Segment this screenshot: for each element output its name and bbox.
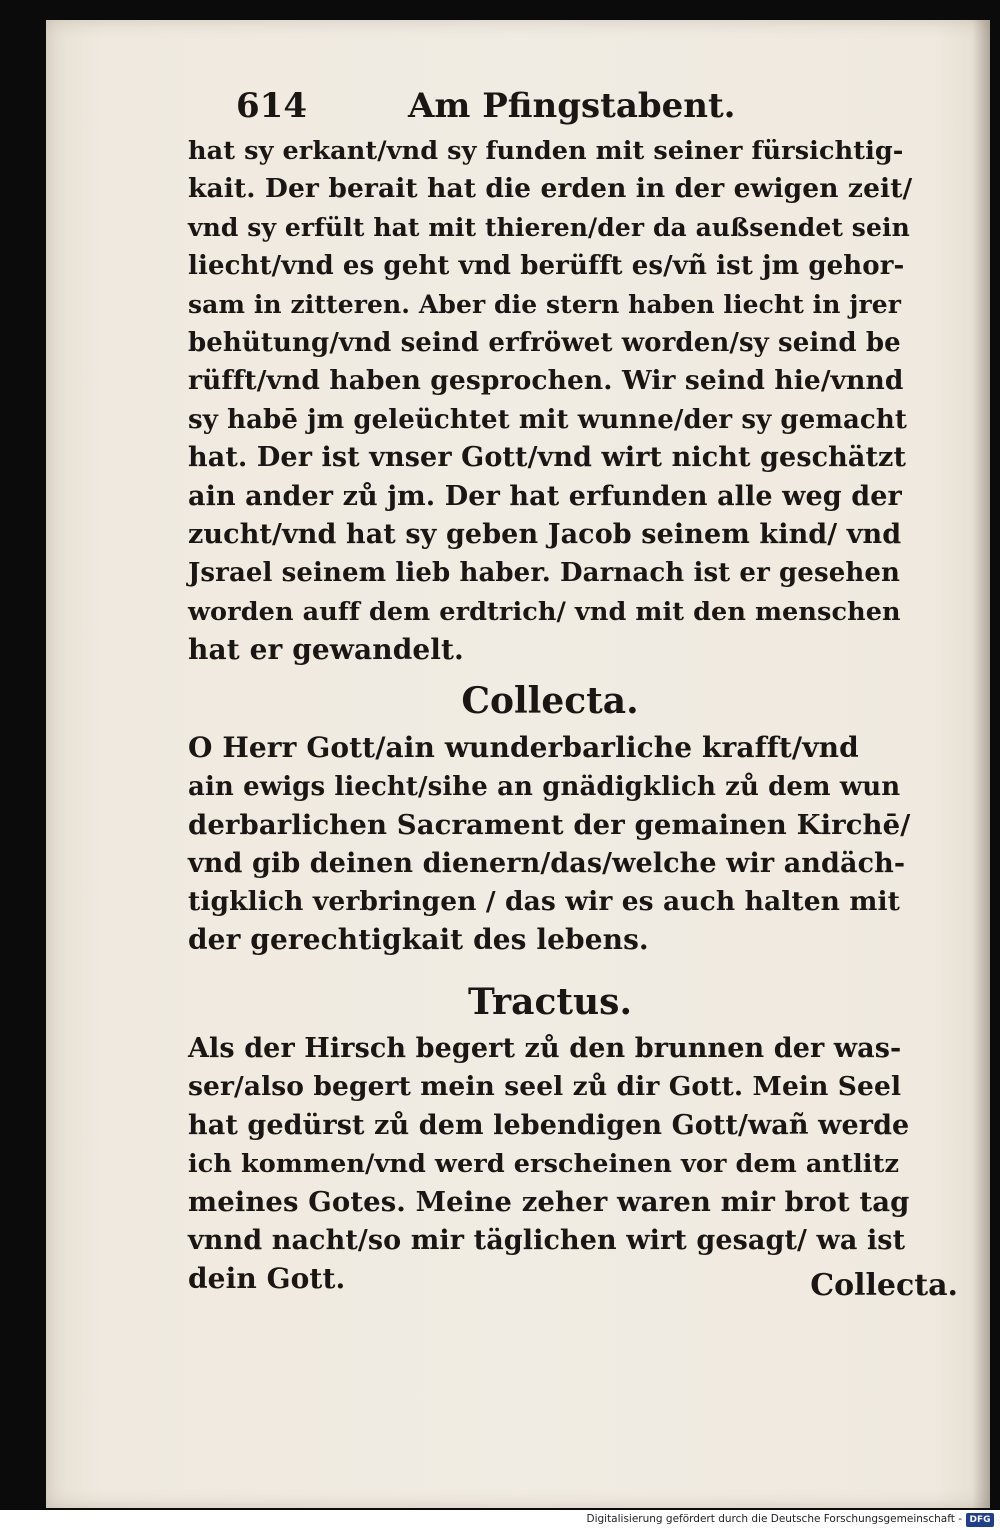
text-line: sy habē jm geleüchtet mit wunne/der sy gemacht [188, 404, 907, 435]
text-line: tigklich verbringen / das wir es auch halten mit [188, 886, 901, 918]
text-line: vnnd nacht/so mir täglichen wirt gesagt/ wa ist [188, 1224, 906, 1256]
text-line: liecht/vnd es geht vnd berüfft es/vñ ist jm gehor- [188, 251, 905, 282]
text-line: hat er gewandelt. [188, 633, 464, 667]
footer-bar [0, 1510, 1000, 1530]
text-line: hat sy erkant/vnd sy funden mit seiner fürsichtig- [188, 136, 904, 166]
text-line: ich kommen/vnd werd erscheinen vor dem antlitz [188, 1148, 900, 1179]
page-number: 614 [236, 86, 307, 126]
text-line: ser/also begert mein seel zů dir Gott. Mein Seel [188, 1071, 902, 1103]
text-line: worden auff dem erdtrich/ vnd mit den menschen [188, 596, 901, 627]
text-line: rüfft/vnd haben gesprochen. Wir seind hie/vnnd [188, 365, 904, 397]
text-line: hat. Der ist vnser Gott/vnd wirt nicht geschätzt [188, 442, 907, 474]
text-line: derbarlichen Sacrament der gemainen Kirchē/ [188, 809, 911, 842]
heading-tractus: Tractus. [468, 980, 632, 1023]
text-line: behütung/vnd seind erfröwet worden/sy seind be [188, 327, 901, 358]
text-line: ain ander zů jm. Der hat erfunden alle weg der [188, 480, 902, 512]
paragraph-2 [188, 729, 912, 959]
paragraph-3 [188, 1030, 912, 1299]
catchword: Collecta. [810, 1268, 958, 1303]
text-line: Jsrael seinem lieb haber. Darnach ist er gesehen [188, 558, 900, 589]
text-line: hat gedürst zů dem lebendigen Gott/wañ werde [188, 1109, 910, 1141]
text-block [188, 80, 912, 1299]
text-line: meines Gotes. Meine zeher waren mir brot tag [188, 1186, 910, 1219]
dfg-logo-icon: DFG [966, 1513, 994, 1527]
text-line: zucht/vnd hat sy geben Jacob seinem kind/ vnd [188, 518, 902, 550]
text-line: der gerechtigkait des lebens. [188, 923, 649, 957]
text-line: kait. Der berait hat die erden in der ewigen zeit/ [188, 173, 913, 205]
text-line: sam in zitteren. Aber die stern haben liecht in jrer [188, 289, 902, 319]
gutter-shadow [972, 20, 990, 1508]
text-line: O Herr Gott/ain wunderbarliche krafft/vnd [188, 731, 859, 765]
text-line: vnd gib deinen dienern/das/welche wir andäch- [188, 847, 906, 879]
text-line: dein Gott. [188, 1262, 346, 1296]
text-line: Als der Hirsch begert zů den brunnen der was- [188, 1032, 902, 1064]
footer-credit: Digitalisierung gefördert durch die Deutsche Forschungsgemeinschaft - [586, 1513, 962, 1525]
text-line: ain ewigs liecht/sihe an gnädigklich zů dem wun [188, 771, 901, 802]
heading-collecta: Collecta. [461, 680, 639, 723]
running-head-title: Am Pfingstabent. [408, 86, 736, 126]
text-line: vnd sy erfült hat mit thieren/der da außsendet sein [188, 212, 910, 242]
running-head [188, 80, 912, 132]
paragraph-1 [188, 132, 912, 669]
